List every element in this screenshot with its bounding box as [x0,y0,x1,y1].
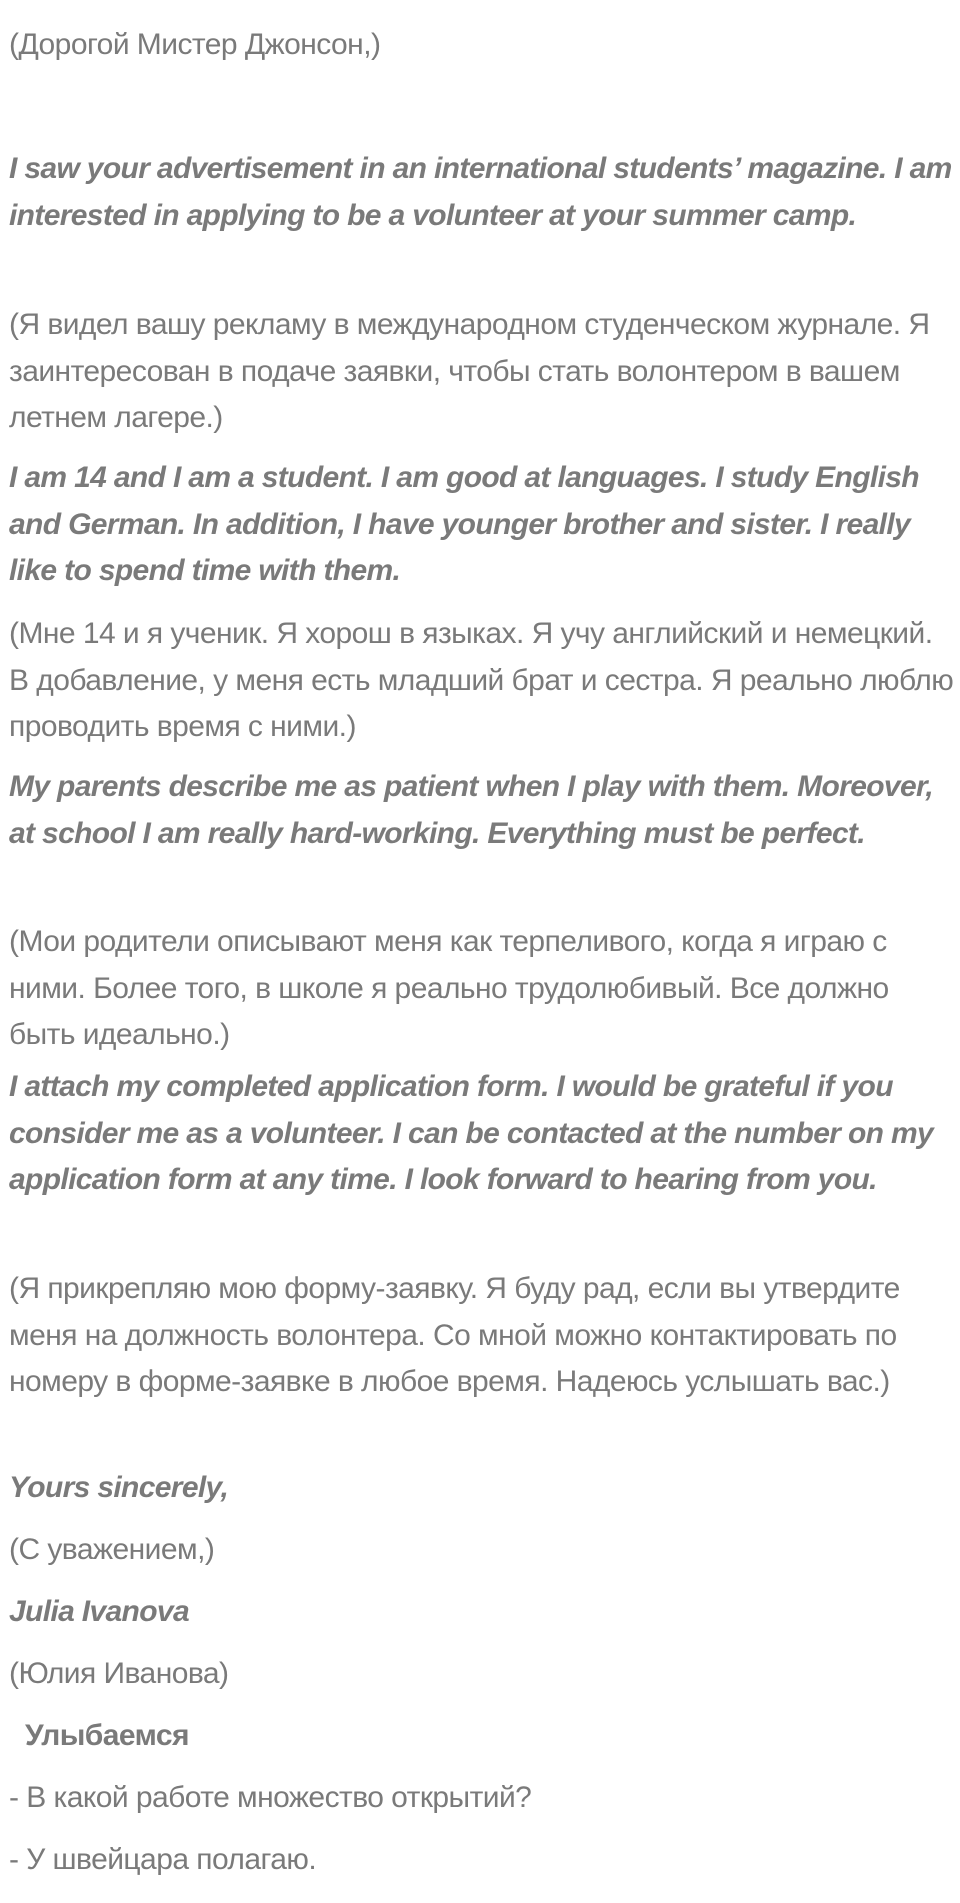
paragraph-4-english: I attach my completed application form. I would be grateful if you consider me as a volunteer. I can be contacted at the number on my application form at any time. I look forward to hearing from you. [9,1070,934,1196]
closing-english: Yours sincerely, [9,1471,229,1504]
closing-translation: (С уважением,) [9,1533,215,1566]
signature-translation: (Юлия Иванова) [9,1657,229,1690]
paragraph-4-translation: (Я прикрепляю мою форму-заявку. Я буду рад, если вы утвердите меня на должность волонтера. Со мной можно контактировать по номеру в форме-заявке в любое время. Надеюсь услышать вас.) [9,1272,900,1398]
paragraph-3-translation: (Мои родители описывают меня как терпеливого, когда я играю с ними. Более того, в школе я реально трудолюбивый. Все должно быть идеально.) [9,925,889,1051]
greeting-translation: (Дорогой Мистер Джонсон,) [9,28,381,61]
joke-line-answer: - У швейцара полагаю. [9,1843,317,1876]
paragraph-2-english: I am 14 and I am a student. I am good at languages. I study English and German. In addition, I have younger brother and sister. I really like to spend time with them. [9,461,919,587]
paragraph-1-english: I saw your advertisement in an international students’ magazine. I am interested in applying to be a volunteer at your summer camp. [9,152,952,232]
signature-english: Julia Ivanova [9,1595,189,1628]
paragraph-3-english: My parents describe me as patient when I play with them. Moreover, at school I am really hard-working. Everything must be perfect. [9,770,934,850]
joke-line-question: - В какой работе множество открытий? [9,1781,532,1814]
paragraph-1-translation: (Я видел вашу рекламу в международном студенческом журнале. Я заинтересован в подаче заявки, чтобы стать волонтером в вашем летнем лагере.) [9,308,930,434]
paragraph-2-translation: (Мне 14 и я ученик. Я хорош в языках. Я учу английский и немецкий. В добавление, у меня есть младший брат и сестра. Я реально люблю проводить время с ними.) [9,617,954,743]
joke-heading: Улыбаемся [25,1719,189,1752]
